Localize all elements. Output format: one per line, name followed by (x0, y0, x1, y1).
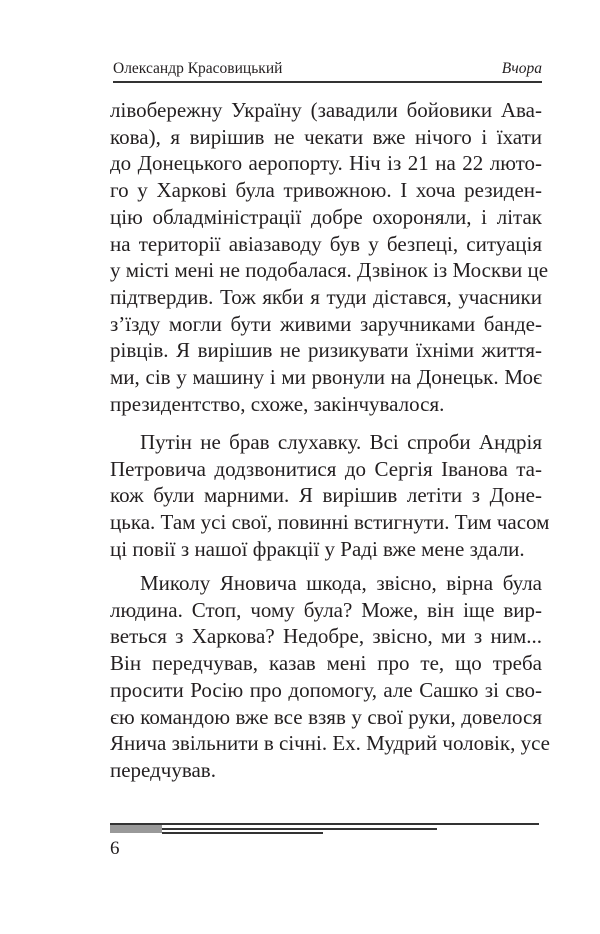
text-line: лівобережну Україну (завадили бойовики Ава- (110, 98, 542, 122)
text-line: веться з Харкова? Недобре, звісно, ми з ним... (110, 624, 542, 649)
text-line: президентство, схоже, закінчувалося. (110, 391, 445, 416)
text-line: єю командою вже все взяв у свої руки, довелося (110, 704, 542, 729)
text-line: Він передчував, казав мені про те, що треба (110, 651, 542, 676)
text-line: просити Росію про допомогу, але Сашко зі сво- (110, 677, 542, 702)
text-line: ці повії з нашої фракції у Раді вже мене здали. (110, 536, 525, 561)
text-line: ми, сів у машину і ми рвонули на Донецьк. Моє (110, 365, 542, 389)
text-line: у місті мені не подобалася. Дзвінок із Москви це (110, 258, 549, 283)
text-line: на території авіазаводу був у безпеці, ситуація (110, 231, 542, 256)
running-header-title: Вчора (501, 60, 542, 77)
text-line: підтвердив. Тож якби я туди дістався, учасники (110, 284, 542, 309)
footer-rule-bottom (162, 832, 323, 834)
text-line: Путін не брав слухавку. Всі спроби Андрія (140, 430, 542, 454)
text-line: до Донецького аеропорту. Ніч із 21 на 22 люто- (110, 151, 542, 176)
footer-rule-block (110, 824, 162, 833)
text-line: Петровича додзвонитися до Сергія Іванова та- (110, 456, 542, 481)
text-line: цька. Там усі свої, повинні встигнути. Тим часом (110, 510, 550, 535)
text-line: Янича звільнити в січні. Ех. Мудрий чоловік, усе (110, 731, 550, 756)
text-line: го у Харкові була тривожною. І хоча резиден- (110, 178, 542, 203)
text-line: передчував. (110, 757, 216, 782)
page-number: 6 (110, 838, 120, 859)
footer-rule-top (110, 823, 539, 825)
text-line: рівців. Я вирішив не ризикувати їхніми життя- (110, 338, 542, 363)
text-line: кож були марними. Я вирішив летіти з Доне- (110, 483, 542, 508)
text-line: Миколу Яновича шкода, звісно, вірна була (140, 571, 542, 595)
text-line: кова), я вирішив не чекати вже нічого і їхати (110, 124, 542, 149)
text-line: цію обладміністрації добре охороняли, і літак (110, 204, 542, 229)
running-header-author: Олександр Красовицький (113, 60, 283, 77)
text-line: з’їзду могли бути живими заручниками банде- (110, 311, 542, 336)
header-rule (113, 81, 542, 83)
text-line: людина. Стоп, чому була? Може, він іще вир- (110, 597, 542, 622)
footer-rule-middle (162, 828, 437, 830)
